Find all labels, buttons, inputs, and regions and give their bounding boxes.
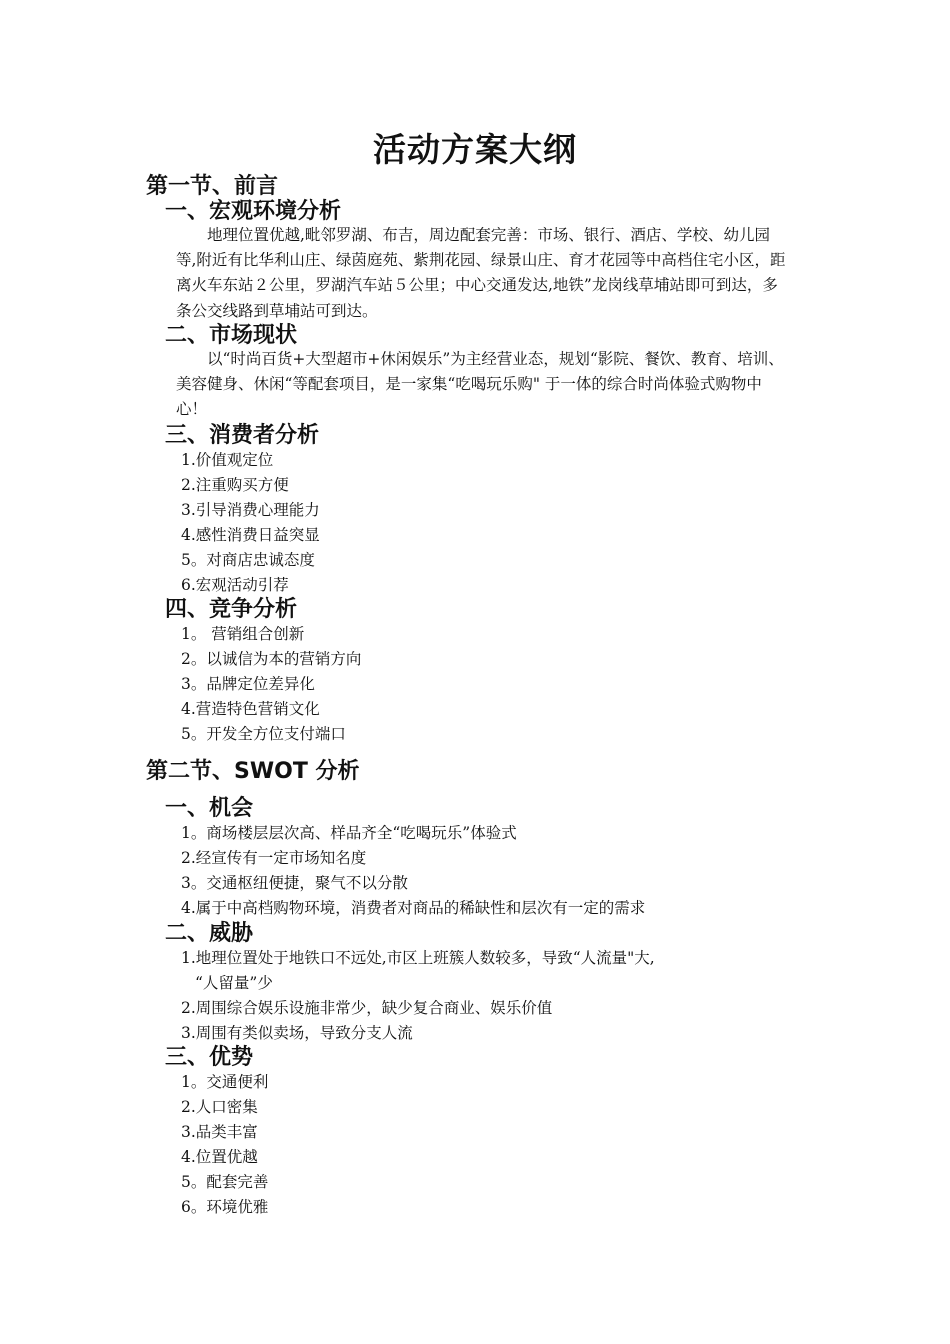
subheading-market-status: 二、市场现状 xyxy=(165,323,298,348)
list-item: 6.宏观活动引荐 xyxy=(181,576,289,594)
subheading-competition-analysis: 四、竞争分析 xyxy=(165,597,298,622)
list-item: 1。交通便利 xyxy=(181,1073,269,1091)
list-item: 2.周围综合娱乐设施非常少，缺少复合商业、娱乐价值 xyxy=(181,999,553,1017)
paragraph-line: 幼儿园等,附近有比华利山庄、绿茵庭苑、紫荆花园、绿景山庄、育才花园等中高 xyxy=(176,226,770,270)
paragraph-line: 培训、美容健身、休闲“等配套项目，是一家集“吃喝玩乐购" 于一体的综合时尚 xyxy=(176,350,784,394)
list-item: 3.周围有类似卖场，导致分支人流 xyxy=(181,1024,413,1042)
paragraph-line: 以“时尚百货+大型超市+休闲娱乐”为主经营业态，规划“影院、餐饮、教育、 xyxy=(207,350,738,368)
list-item: 1.地理位置处于地铁口不远处,市区上班簇人数较多，导致“人流量"大, xyxy=(181,949,655,967)
subheading-threats: 二、威胁 xyxy=(165,921,254,946)
subheading-strengths: 三、优势 xyxy=(165,1045,254,1070)
paragraph-macro-environment xyxy=(176,223,786,324)
list-item: 2.注重购买方便 xyxy=(181,476,289,494)
list-item: 3.品类丰富 xyxy=(181,1123,258,1141)
list-item: 3。品牌定位差异化 xyxy=(181,675,315,693)
paragraph-line: 地理位置优越,毗邻罗湖、布吉，周边配套完善：市场、银行、酒店、学校、 xyxy=(207,226,724,244)
list-item: 1。 营销组合创新 xyxy=(181,625,305,643)
list-item: 2.经宣传有一定市场知名度 xyxy=(181,849,367,867)
list-item: 5。对商店忠诚态度 xyxy=(181,551,315,569)
list-item: 4.感性消费日益突显 xyxy=(181,526,320,544)
subheading-opportunities: 一、机会 xyxy=(165,796,254,821)
list-item: 4.营造特色营销文化 xyxy=(181,700,320,718)
list-item-continuation: “人留量”少 xyxy=(195,974,273,992)
list-item: 2.人口密集 xyxy=(181,1098,258,1116)
list-item: 2。以诚信为本的营销方向 xyxy=(181,650,362,668)
section-heading-preface: 第一节、前言 xyxy=(146,174,279,199)
list-item: 1.价值观定位 xyxy=(181,451,274,469)
list-item: 1。商场楼层层次高、样品齐全“吃喝玩乐”体验式 xyxy=(181,824,517,842)
list-item: 5。开发全方位支付端口 xyxy=(181,725,346,743)
paragraph-market-status xyxy=(176,347,786,423)
paragraph-line: 档住宅小区，距离火车东站２公里，罗湖汽车站５公里；中心交通发达,地铁”龙 xyxy=(176,251,786,295)
paragraph-line: 岗线草埔站即可到达，多条公交线路到草埔站可到达。 xyxy=(176,276,778,320)
subheading-consumer-analysis: 三、消费者分析 xyxy=(165,423,320,448)
list-item: 4.属于中高档购物环境，消费者对商品的稀缺性和层次有一定的需求 xyxy=(181,899,646,917)
list-item: 6。环境优雅 xyxy=(181,1198,269,1216)
list-item: 5。配套完善 xyxy=(181,1173,269,1191)
subheading-macro-environment: 一、宏观环境分析 xyxy=(165,199,342,224)
list-item: 4.位置优越 xyxy=(181,1148,258,1166)
list-item: 3。交通枢纽便捷，聚气不以分散 xyxy=(181,874,408,892)
paragraph-line: 体验式购物中心！ xyxy=(176,375,762,419)
section-heading-swot: 第二节、SWOT 分析 xyxy=(146,759,360,784)
document-title: 活动方案大纲 xyxy=(373,130,577,169)
list-item: 3.引导消费心理能力 xyxy=(181,501,320,519)
